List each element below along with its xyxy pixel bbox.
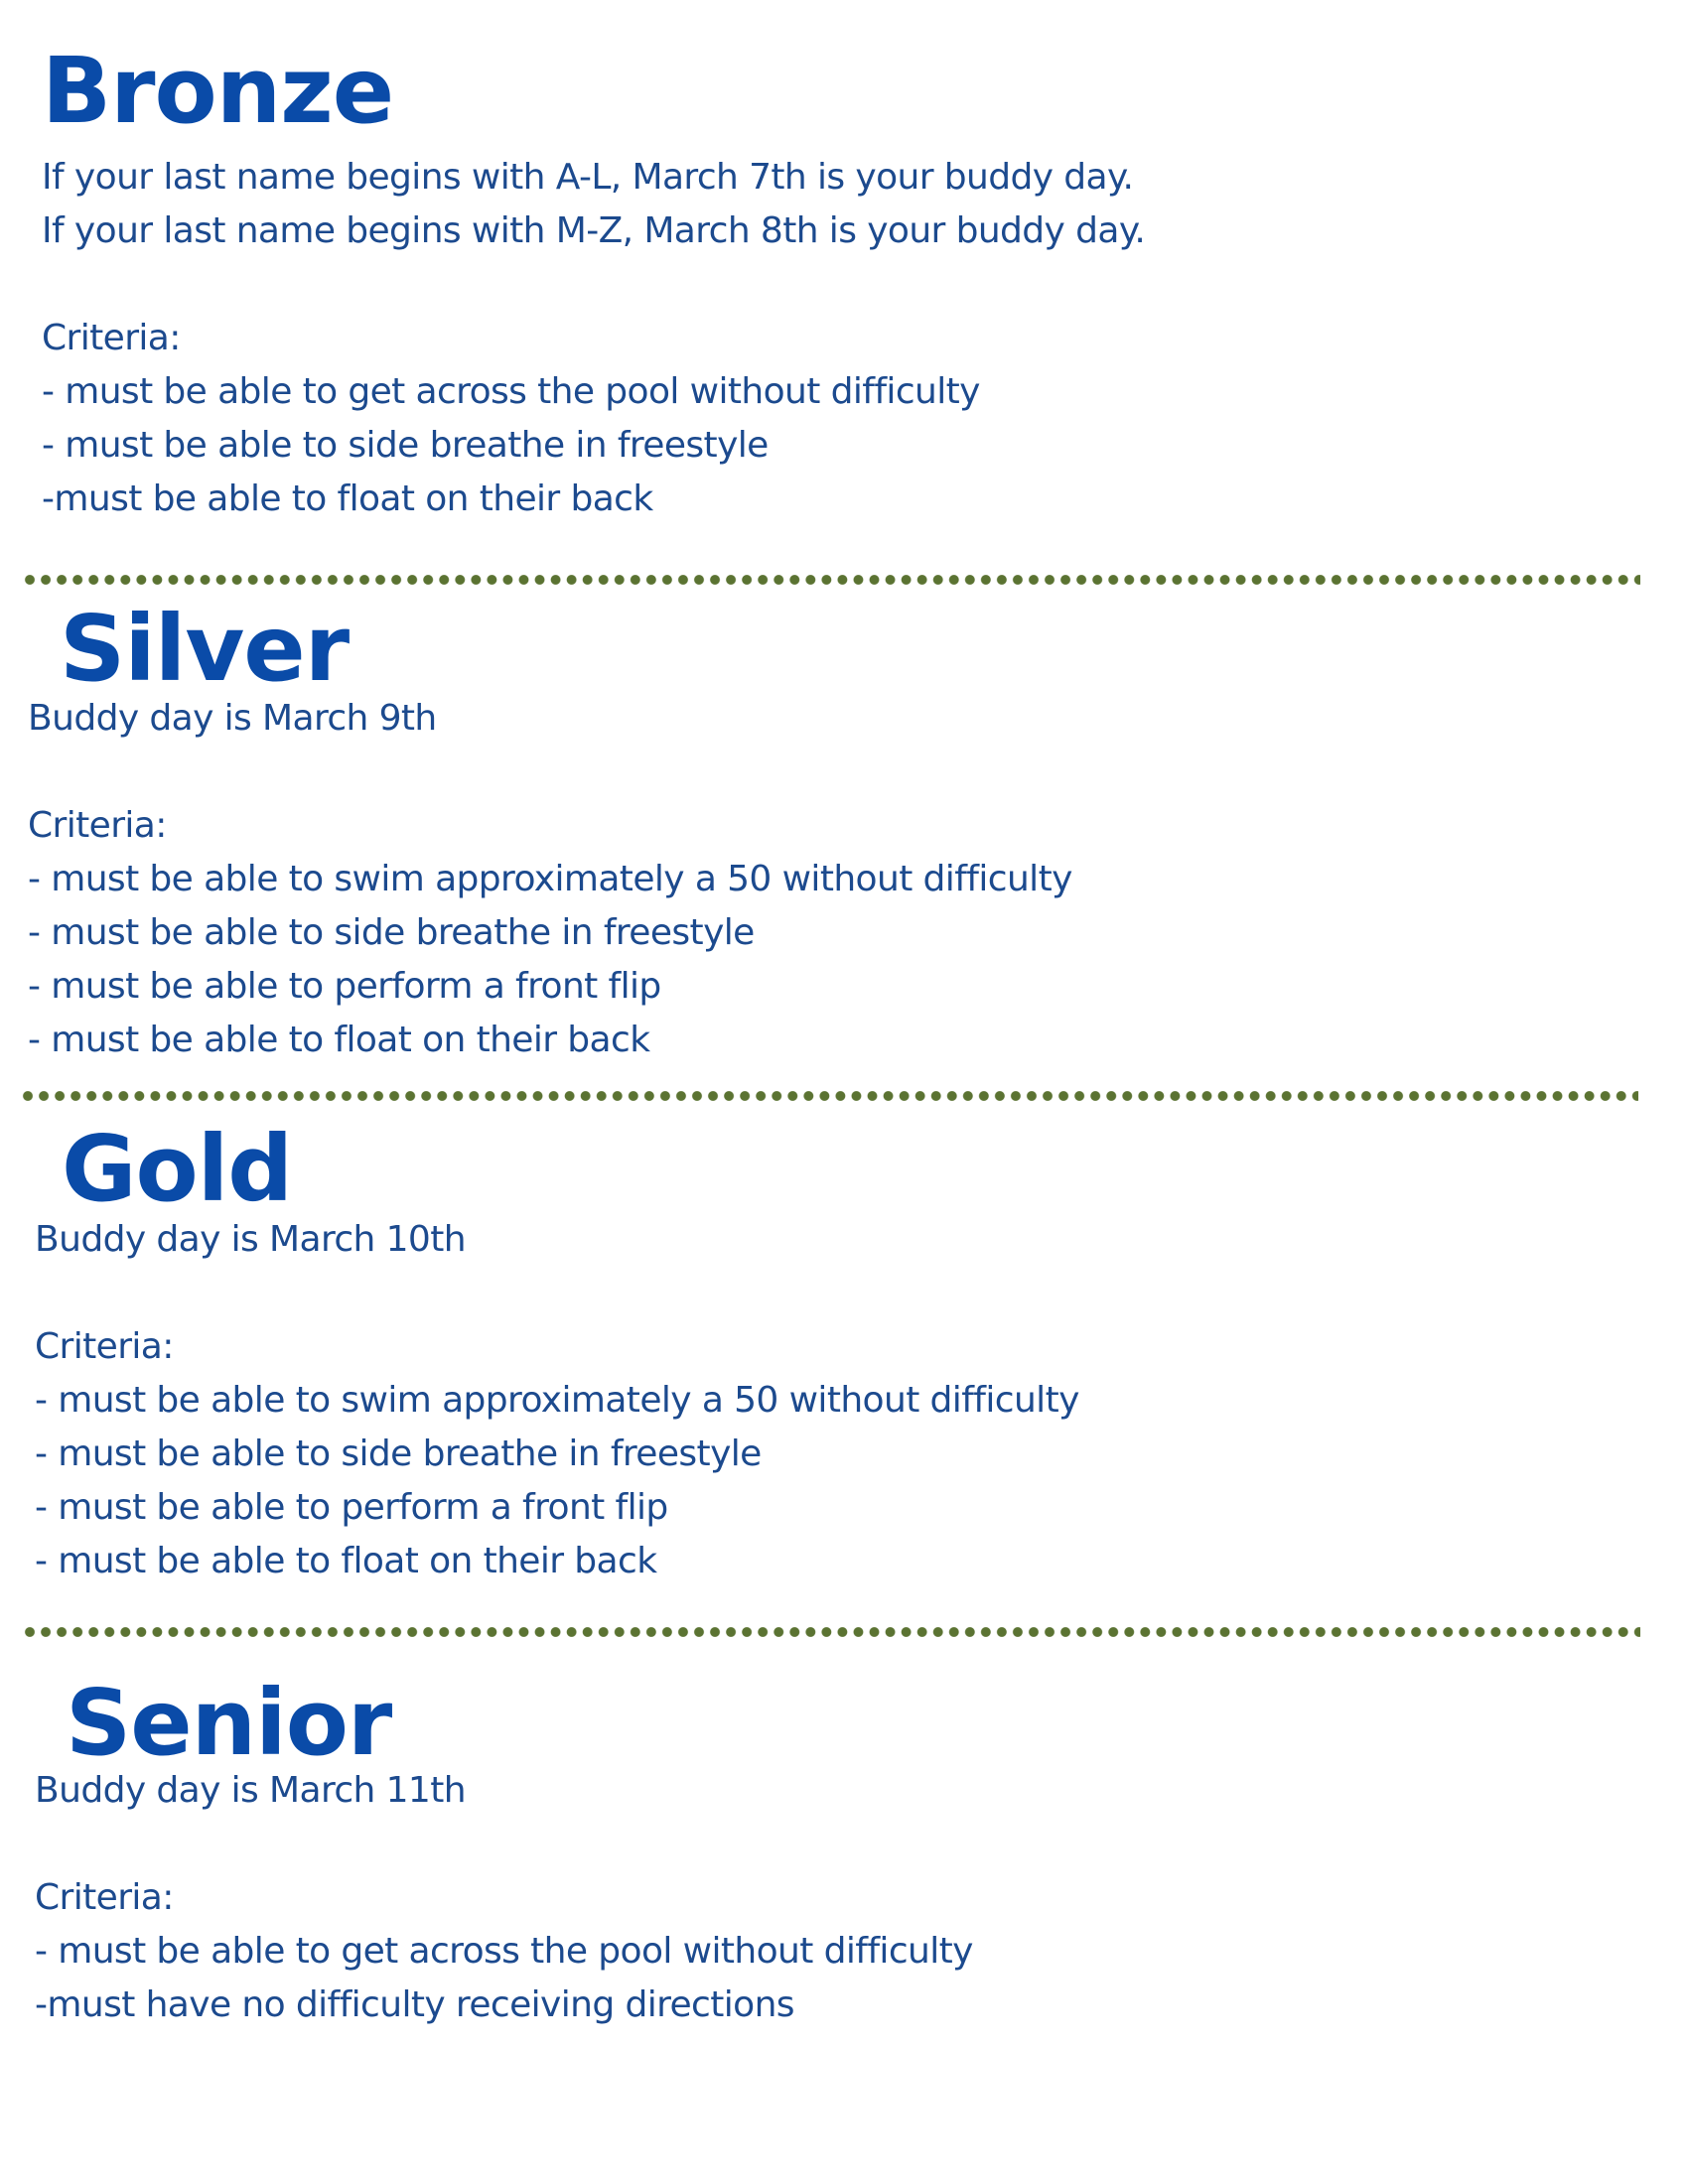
- buddy-day-line: Buddy day is March 10th: [35, 1219, 466, 1260]
- criteria-item: - must be able to float on their back: [35, 1541, 657, 1581]
- section-senior: [0, 1668, 1688, 2124]
- criteria-label: Criteria:: [28, 805, 167, 846]
- dotted-divider: [22, 1626, 1640, 1638]
- section-silver: [0, 596, 1688, 1092]
- section-title-bronze: Bronze: [42, 38, 394, 144]
- criteria-item: - must be able to side breathe in freestyle: [35, 1433, 762, 1474]
- dotted-divider: [22, 574, 1640, 586]
- section-gold: [0, 1117, 1688, 1633]
- criteria-item: -must have no difficulty receiving directions: [35, 1984, 794, 2025]
- section-title-senior: Senior: [66, 1670, 392, 1776]
- criteria-item: - must be able to side breathe in freestyle: [42, 425, 769, 466]
- buddy-day-line-a-l: If your last name begins with A-L, March 7th is your buddy day.: [42, 157, 1134, 198]
- criteria-item: - must be able to perform a front flip: [28, 966, 661, 1007]
- buddy-day-line: Buddy day is March 9th: [28, 698, 437, 739]
- section-bronze: [0, 0, 1688, 576]
- criteria-item: - must be able to float on their back: [28, 1020, 650, 1060]
- buddy-day-line-m-z: If your last name begins with M-Z, March 8th is your buddy day.: [42, 210, 1146, 251]
- buddy-day-line: Buddy day is March 11th: [35, 1770, 466, 1811]
- dotted-divider: [20, 1090, 1638, 1102]
- criteria-item: -must be able to float on their back: [42, 478, 653, 519]
- section-title-silver: Silver: [60, 596, 350, 702]
- criteria-item: - must be able to get across the pool without difficulty: [35, 1931, 973, 1972]
- criteria-item: - must be able to perform a front flip: [35, 1487, 668, 1528]
- criteria-item: - must be able to get across the pool without difficulty: [42, 371, 980, 412]
- criteria-item: - must be able to swim approximately a 50 without difficulty: [28, 859, 1072, 899]
- criteria-item: - must be able to swim approximately a 50 without difficulty: [35, 1380, 1079, 1421]
- section-title-gold: Gold: [62, 1116, 293, 1222]
- criteria-label: Criteria:: [35, 1326, 174, 1367]
- criteria-label: Criteria:: [35, 1877, 174, 1918]
- criteria-item: - must be able to side breathe in freestyle: [28, 912, 755, 953]
- criteria-label: Criteria:: [42, 318, 181, 358]
